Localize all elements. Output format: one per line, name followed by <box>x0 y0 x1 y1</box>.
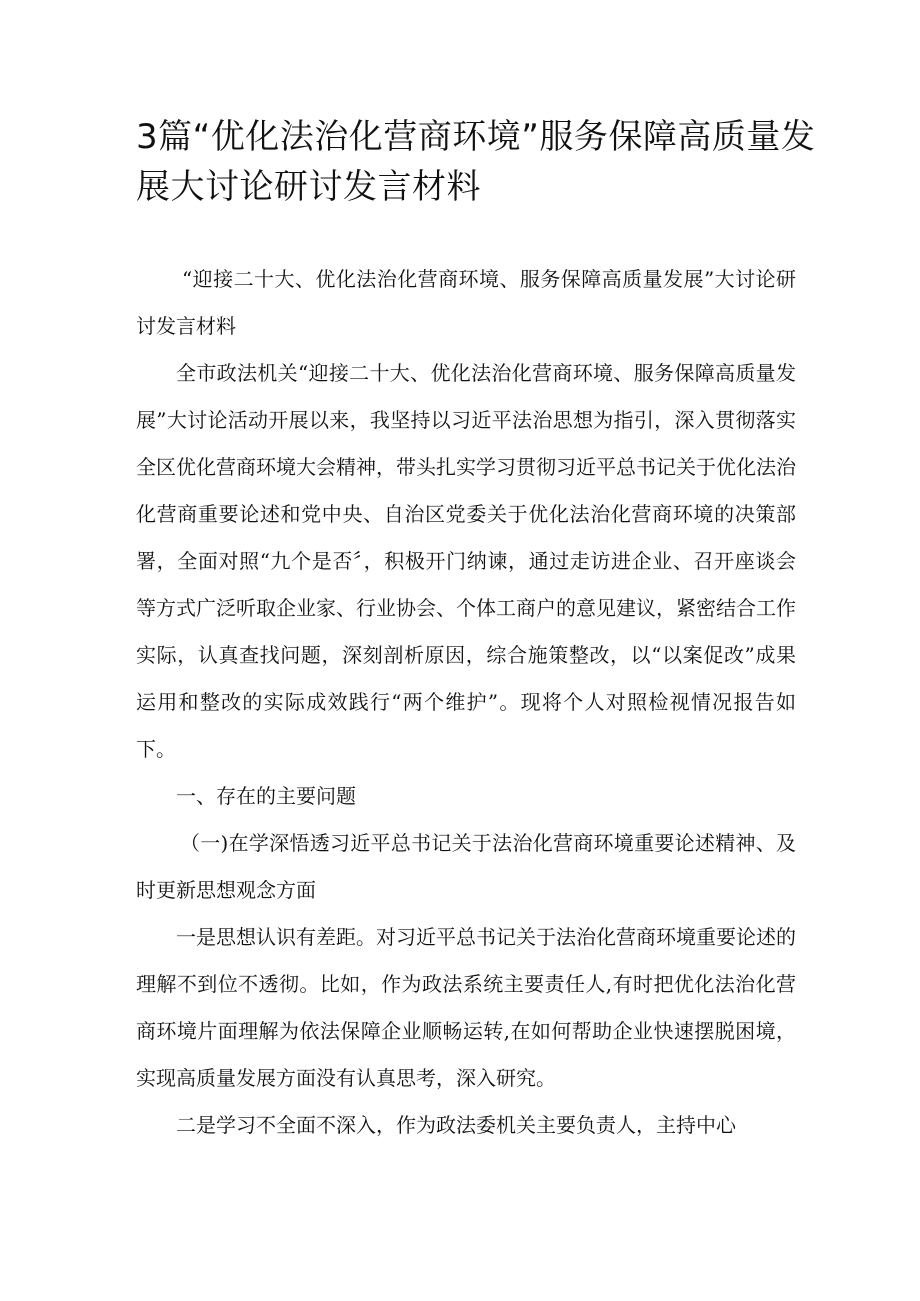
document-body <box>136 256 796 1149</box>
intro-paragraph: 全市政法机关“迎接二十大、优化法治化营商环境、服务保障高质量发展”大讨论活动开展以来，我坚持以习近平法治思想为指引，深入贯彻落实全区优化营商环境大会精神，带头扎实学习贯彻习近平总书记关于优化法治化营商重要论述和党中央、自治区党委关于优化法治化营商环境的决策部署，全面对照“九个是否〞，积极开门纳谏，通过走访进企业、召开座谈会等方式广泛听取企业家、行业协会、个体工商户的意见建议，紧密结合工作实际，认真查找问题，深刻剖析原因，综合施策整改，以“以案促改”成果运用和整改的实际成效践行“两个维护”。现将个人对照检视情况报告如下。 <box>136 361 796 761</box>
body-paragraph: 一是思想认识有差距。对习近平总书记关于法治化营商环境重要论述的理解不到位不透彻。比如，作为政法系统主要责任人,有时把优化法治化营商环境片面理解为依法保障企业顺畅运转,在如何帮助企业快速摆脱困境，实现高质量发展方面没有认真思考，深入研究。 <box>136 925 796 1090</box>
document-title: 3篇“优化法治化营商环境”服务保障高质量发展大讨论研讨发言材料 <box>136 117 816 207</box>
document-subtitle: “迎接二十大、优化法治化营商环境、服务保障高质量发展”大讨论研讨发言材料 <box>136 267 796 338</box>
subsection-heading: （一)在学深悟透习近平总书记关于法治化营商环境重要论述精神、及时更新思想观念方面 <box>136 831 796 902</box>
section-heading: 一、存在的主要问题 <box>176 784 356 808</box>
body-paragraph: 二是学习不全面不深入，作为政法委机关主要负责人，主持中心 <box>176 1113 736 1137</box>
